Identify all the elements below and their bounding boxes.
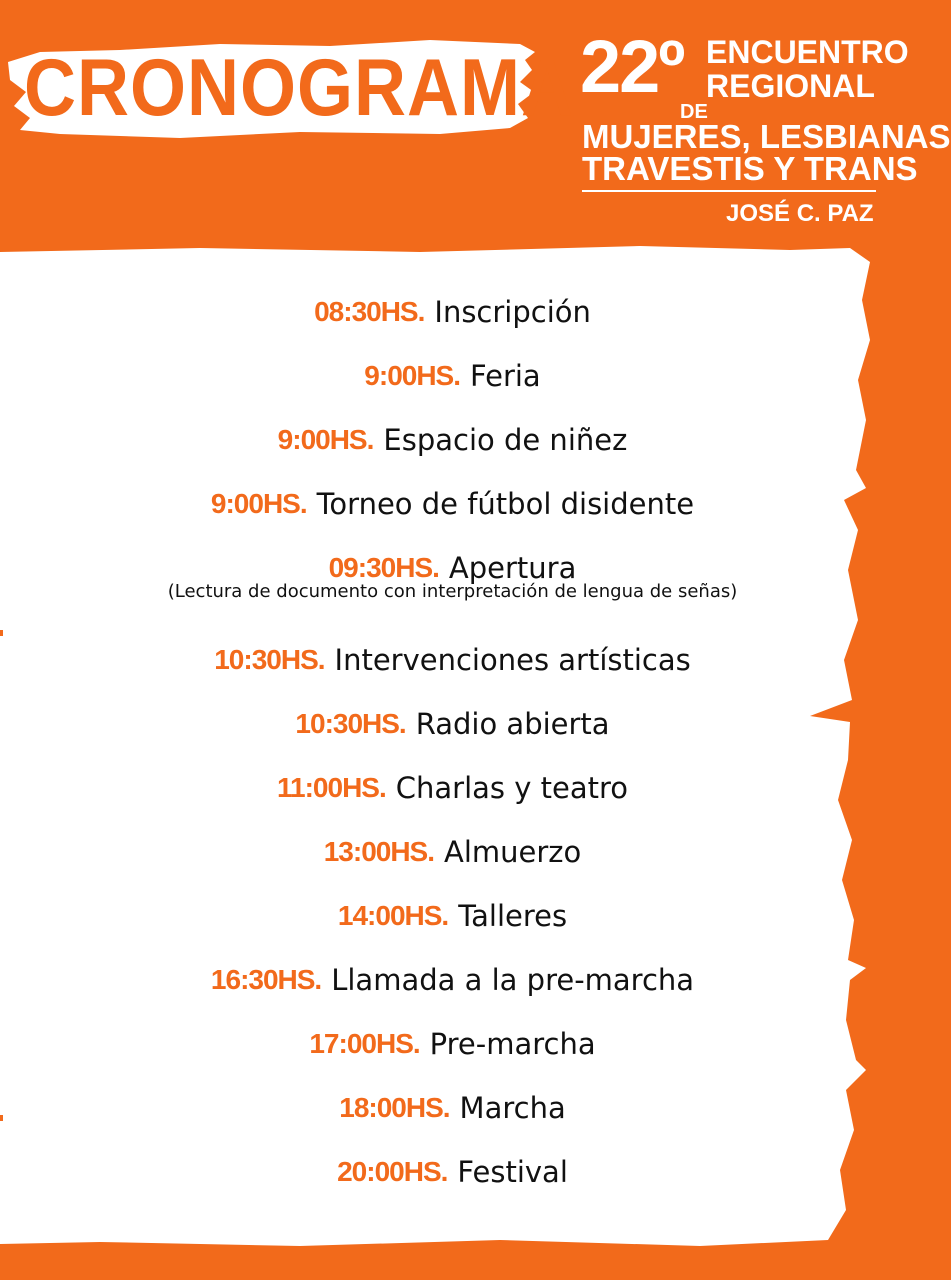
schedule-activity: Inscripción <box>434 295 591 329</box>
schedule-activity: Apertura <box>448 551 577 585</box>
schedule-time: 08:30HS. <box>314 296 425 327</box>
page-title: CRONOGRAMA <box>24 43 574 134</box>
schedule-activity: Llamada a la pre-marcha <box>331 963 695 997</box>
schedule-time: 9:00HS. <box>364 360 461 391</box>
schedule-row <box>0 1012 905 1076</box>
schedule-time: 10:30HS. <box>214 644 325 675</box>
badge-divider <box>582 190 876 192</box>
schedule-row <box>0 408 905 472</box>
schedule-time: 9:00HS. <box>277 424 374 455</box>
edition-number: 22º <box>580 25 684 108</box>
schedule-activity: Marcha <box>459 1091 566 1125</box>
schedule-activity: Espacio de niñez <box>383 423 628 457</box>
schedule-activity: Charlas y teatro <box>395 771 628 805</box>
badge-location: JOSÉ C. PAZ <box>726 200 874 227</box>
schedule-activity: Radio abierta <box>415 707 610 741</box>
badge-line-de: DE <box>680 101 708 123</box>
badge-line-travestis: TRAVESTIS Y TRANS <box>582 150 918 187</box>
schedule-activity: Festival <box>457 1155 568 1189</box>
schedule-row <box>0 820 905 884</box>
badge-line-regional: REGIONAL <box>706 68 875 104</box>
schedule-time: 14:00HS. <box>337 900 449 931</box>
schedule-list <box>0 280 905 1204</box>
schedule-time: 10:30HS. <box>295 708 406 739</box>
badge-line-mujeres: MUJERES, LESBIANAS <box>582 118 951 155</box>
schedule-activity: Intervenciones artísticas <box>334 643 691 677</box>
schedule-activity: Pre-marcha <box>429 1027 596 1061</box>
schedule-activity: Feria <box>470 359 541 393</box>
schedule-row <box>0 884 905 948</box>
schedule-row <box>0 280 905 344</box>
schedule-time: 17:00HS. <box>309 1028 420 1059</box>
schedule-row <box>0 628 905 692</box>
schedule-time: 13:00HS. <box>323 836 435 867</box>
schedule-time: 20:00HS. <box>337 1156 448 1187</box>
schedule-time: 11:00HS. <box>277 772 386 803</box>
schedule-row <box>0 948 905 1012</box>
schedule-time: 18:00HS. <box>339 1092 450 1123</box>
schedule-activity: Almuerzo <box>444 835 582 869</box>
schedule-time: 9:00HS. <box>210 488 307 519</box>
schedule-row <box>0 472 905 536</box>
schedule-row <box>0 1140 905 1204</box>
schedule-row <box>0 344 905 408</box>
schedule-row <box>0 1076 905 1140</box>
schedule-row <box>0 756 905 820</box>
schedule-time: 16:30HS. <box>210 964 322 995</box>
schedule-activity: Torneo de fútbol disidente <box>316 487 695 521</box>
schedule-row <box>0 692 905 756</box>
badge-line-encuentro: ENCUENTRO <box>706 34 909 70</box>
schedule-activity: Talleres <box>458 899 568 933</box>
schedule-note: (Lectura de documento con interpretación de lengua de señas) <box>167 581 738 602</box>
schedule-time: 09:30HS. <box>328 552 439 583</box>
